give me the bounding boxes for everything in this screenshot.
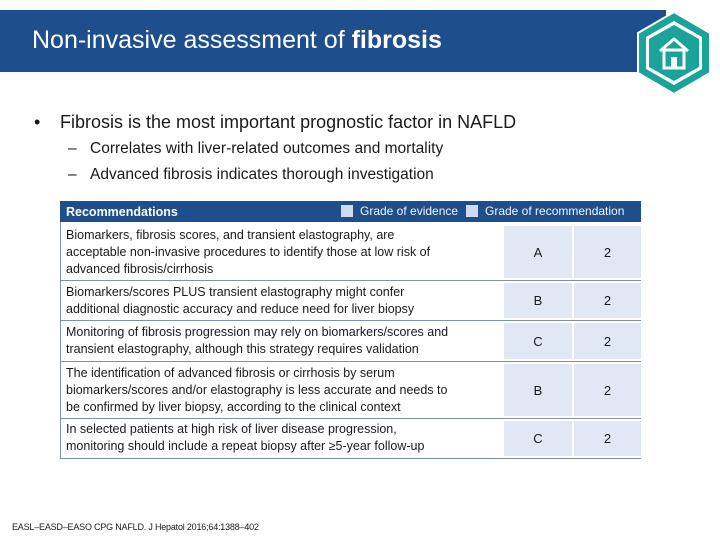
recommendation-text bbox=[66, 284, 414, 318]
text-line: acceptable non-invasive procedures to identify those at low risk of bbox=[66, 245, 431, 259]
citation: EASL–EASD–EASO CPG NAFLD. J Hepatol 2016;64:1388–402 bbox=[12, 522, 259, 532]
evidence-grade: B bbox=[504, 283, 572, 318]
evidence-grade: C bbox=[504, 323, 572, 359]
table-row bbox=[60, 362, 641, 419]
title-bold: fibrosis bbox=[351, 26, 442, 54]
recommendation-grade: 2 bbox=[574, 323, 641, 359]
sub-bullet-marker: – bbox=[68, 166, 77, 183]
sub-bullet-marker: – bbox=[68, 140, 77, 157]
recommendations-table bbox=[60, 201, 641, 459]
sub-bullet bbox=[68, 166, 434, 184]
text-line: The identification of advanced fibrosis or cirrhosis by serum bbox=[66, 366, 395, 380]
text-line: transient elastography, although this strategy requires validation bbox=[66, 342, 419, 356]
legend-evidence-label: Grade of evidence bbox=[360, 204, 459, 218]
recommendation-text bbox=[66, 365, 447, 416]
recommendation-text bbox=[66, 324, 448, 358]
text-line: additional diagnostic accuracy and reduce need for liver biopsy bbox=[66, 302, 415, 316]
text-line: In selected patients at high risk of liver disease progression, bbox=[66, 422, 397, 436]
bullet-text: Fibrosis is the most important prognostic factor in NAFLD bbox=[60, 112, 517, 132]
text-line: biomarkers/scores and/or elastography is less accurate and needs to bbox=[66, 383, 448, 397]
table-header bbox=[60, 201, 641, 222]
recommendation-grade: 2 bbox=[574, 364, 641, 416]
evidence-grade: B bbox=[504, 364, 572, 416]
recommendation-grade: 2 bbox=[574, 283, 641, 318]
page-title bbox=[32, 26, 442, 55]
recommendation-text bbox=[66, 227, 430, 278]
home-icon[interactable] bbox=[636, 10, 712, 96]
table-row bbox=[60, 321, 641, 362]
text-line: Monitoring of fibrosis progression may rely on biomarkers/scores and bbox=[66, 325, 449, 339]
legend-swatch bbox=[341, 205, 353, 217]
recommendation-text bbox=[66, 421, 424, 455]
sub-bullet-text: Correlates with liver-related outcomes and mortality bbox=[90, 140, 444, 157]
evidence-grade: A bbox=[504, 226, 572, 278]
recommendations-heading: Recommendations bbox=[66, 205, 178, 219]
table-row bbox=[60, 419, 641, 459]
table-row bbox=[60, 281, 641, 321]
title-prefix: Non-invasive assessment of bbox=[32, 26, 352, 54]
table-row bbox=[60, 224, 641, 281]
text-line: Biomarkers, fibrosis scores, and transient elastography, are bbox=[66, 228, 395, 242]
recommendation-grade: 2 bbox=[574, 421, 641, 456]
main-bullet bbox=[34, 112, 516, 133]
legend-evidence bbox=[341, 204, 458, 218]
legend-swatch bbox=[466, 205, 478, 217]
text-line: Biomarkers/scores PLUS transient elastography might confer bbox=[66, 285, 405, 299]
evidence-grade: C bbox=[504, 421, 572, 456]
text-line: be confirmed by liver biopsy, according to the clinical context bbox=[66, 400, 401, 414]
text-line: monitoring should include a repeat biopsy after ≥5-year follow-up bbox=[66, 439, 425, 453]
sub-bullet-text: Advanced fibrosis indicates thorough investigation bbox=[90, 166, 434, 183]
legend-recommendation-label: Grade of recommendation bbox=[485, 204, 625, 218]
legend-recommendation bbox=[466, 204, 624, 218]
bullet-marker: • bbox=[34, 112, 41, 132]
sub-bullet bbox=[68, 140, 443, 158]
recommendation-grade: 2 bbox=[574, 226, 641, 278]
text-line: advanced fibrosis/cirrhosis bbox=[66, 262, 214, 276]
